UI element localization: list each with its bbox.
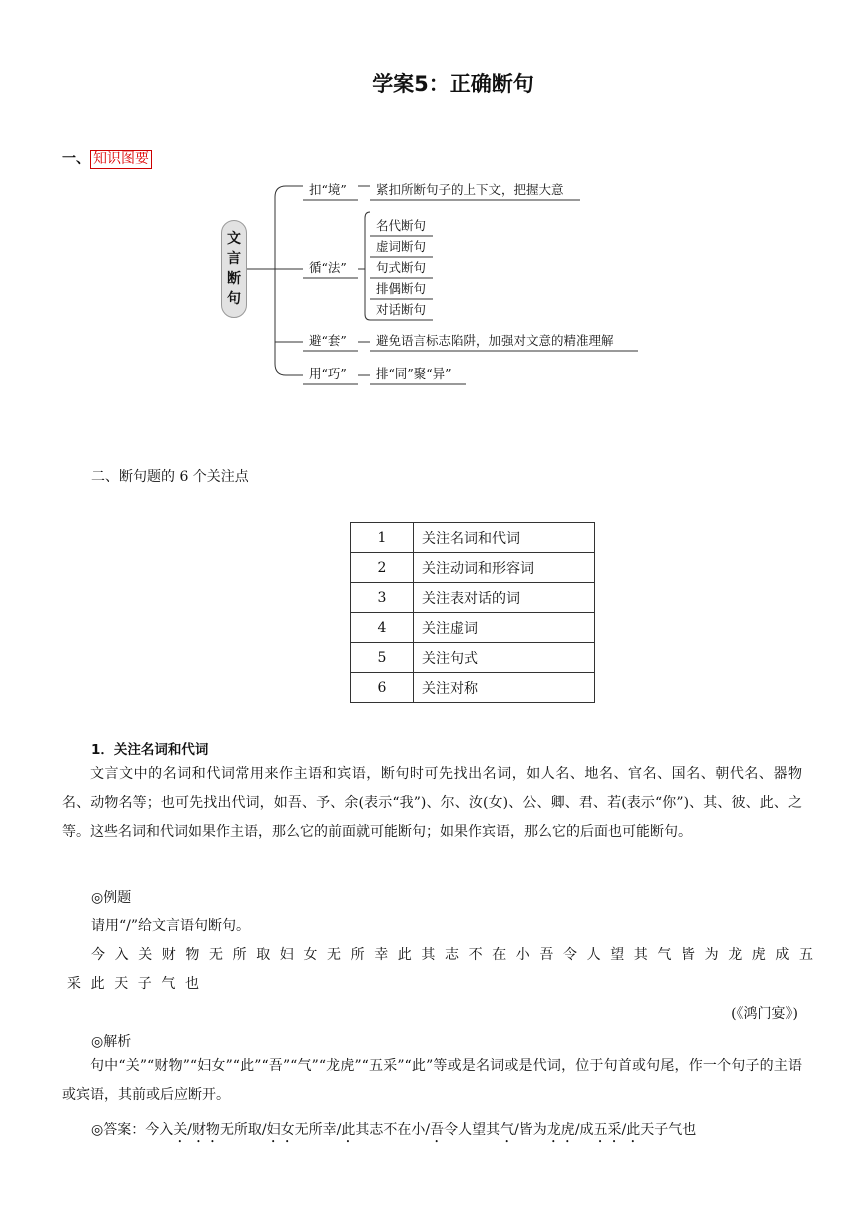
point1-paragraph: 文言文中的名词和代词常用来作主语和宾语，断句时可先找出名词，如人名、地名、官名、国名、朝代名、器物名、动物名等；也可先找出代词，如吾、予、余(表示“我”)、尔、汝(女)、公、卿、君、若(表示“你”)、其、彼、此、之等。这些名词和代词如果作主语，那么它的前面就可能断句；如果作宾语，那么它的后面也可能断句。 [62,766,802,840]
branch-item: 对话断句 [376,302,427,317]
root-char: 断 [227,271,241,287]
answer-keyword: 龙虎 [546,1122,575,1138]
answer-segment: / [187,1122,192,1138]
answer-keyword: 气 [500,1122,515,1138]
row-number: 5 [351,643,414,673]
branch-label: 循“法” [309,260,347,275]
branch-item: 名代断句 [376,218,427,233]
answer-segment: 令人望其 [444,1122,501,1138]
branch-label: 扣“境” [309,182,347,197]
table-row [351,523,595,553]
diagram-root [221,220,247,318]
answer-keyword: 五采 [593,1122,622,1138]
page-title: 学案5：正确断句 [372,72,534,96]
table-row [351,583,595,613]
branch-item: 排“同”聚“异” [376,366,452,381]
answer-keyword: 关 [173,1122,188,1138]
answer-segment: / [621,1122,627,1138]
analysis-label: ◎解析 [91,1034,132,1050]
root-char: 句 [227,291,241,307]
analysis-text: 句中“关”“财物”“妇女”“此”“吾”“气”“龙虎”“五采”“此”等或是名词或是代词，位于句首或句尾，作一个句子的主语或宾语，其前或后应断开。 [62,1058,802,1103]
answer-keyword: 此 [341,1122,356,1138]
row-text: 关注句式 [414,643,595,673]
branch-item: 句式断句 [376,260,427,275]
branch-label: 避“套” [309,333,347,348]
row-text: 关注对称 [414,673,595,703]
passage-line: 今入关财物无所取妇女无所幸此其志不在小吾令人望其气皆为龙虎成五 [91,947,823,963]
answer-keyword: 财物 [191,1122,220,1138]
answer-keyword: 此 [626,1122,641,1138]
row-number: 2 [351,553,414,583]
section2-heading: 二、断句题的 6 个关注点 [91,469,249,485]
focus-points-table [350,522,595,703]
branch-item: 虚词断句 [376,239,427,254]
answer-segment: 今入 [145,1122,174,1138]
point1-heading: 1．关注名词和代词 [91,742,209,758]
table-row [351,643,595,673]
knowledge-map-diagram [0,0,860,420]
row-number: 6 [351,673,414,703]
row-number: 1 [351,523,414,553]
section1-prefix: 一、 [62,151,90,167]
branch-item: 紧扣所断句子的上下文，把握大意 [376,182,564,197]
root-char: 文 [227,231,241,247]
row-text: 关注表对话的词 [414,583,595,613]
instruction-text: 请用“/”给文言语句断句。 [91,918,251,934]
answer-segment: /成 [574,1122,594,1138]
branch-label: 用“巧” [309,366,347,381]
table-row [351,673,595,703]
row-number: 3 [351,583,414,613]
passage-line: 采此天子气也 [67,976,209,992]
answer-segment: /皆为 [514,1122,547,1138]
row-number: 4 [351,613,414,643]
diagram-lines [0,0,860,420]
answer-line [91,1119,696,1146]
example-label: ◎例题 [91,890,132,906]
answer-segment: 其志不在小/ [355,1122,431,1138]
row-text: 关注虚词 [414,613,595,643]
answer-segment: 无所幸/ [294,1122,342,1138]
table-row [351,553,595,583]
row-text: 关注动词和形容词 [414,553,595,583]
source-citation: (《鸿门宴》) [731,1006,798,1022]
root-char: 言 [227,251,241,267]
table-row [351,613,595,643]
answer-segment: 天子气也 [640,1122,697,1138]
answer-keyword: 妇女 [266,1122,295,1138]
answer-keyword: 吾 [430,1122,445,1138]
answer-segment: 无所取/ [219,1122,267,1138]
branch-item: 避免语言标志陷阱，加强对文意的精准理解 [376,333,614,348]
branch-item: 排偶断句 [376,281,427,296]
knowledge-map-label: 知识图要 [90,150,152,169]
row-text: 关注名词和代词 [414,523,595,553]
answer-label: ◎答案： [91,1122,146,1138]
